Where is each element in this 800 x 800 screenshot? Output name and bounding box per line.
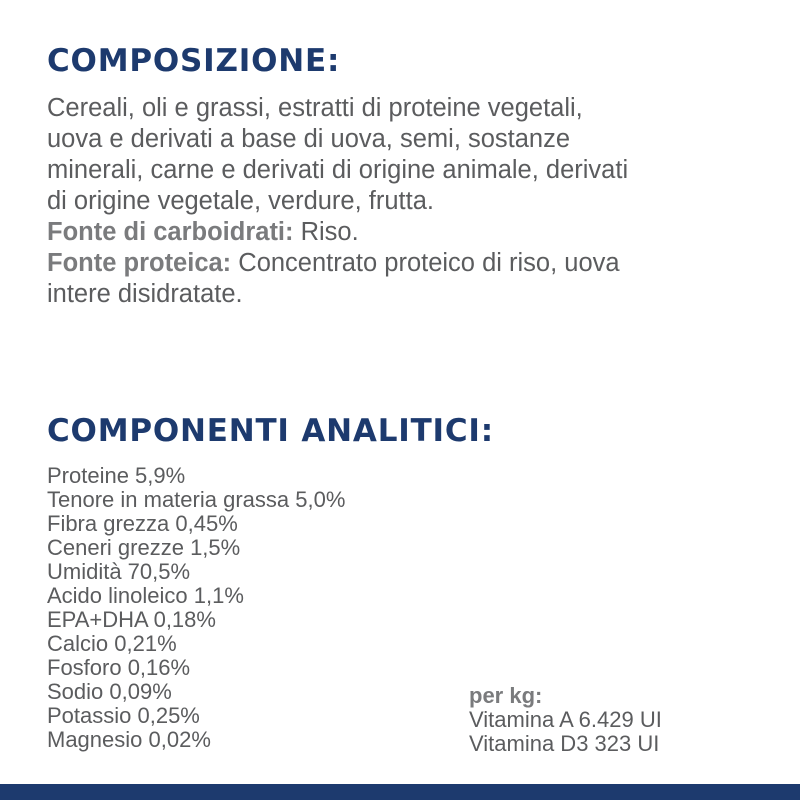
analytical-item: Potassio 0,25% [47,703,200,728]
analytical-item: Ceneri grezze 1,5% [47,535,241,560]
composition-line: Cereali, oli e grassi, estratti di proteine vegetali, [47,94,583,122]
per-kg-block [469,684,662,756]
analytical-item: Tenore in materia grassa 5,0% [47,487,346,512]
carbohydrate-source-label: Fonte di carboidrati: [47,218,294,246]
carbohydrate-source [47,217,787,248]
vitamin-item: Vitamina D3 323 UI [469,731,660,756]
analytical-item: Acido linoleico 1,1% [47,583,244,608]
analytical-item: Umidità 70,5% [47,559,191,584]
protein-source [47,248,787,279]
protein-source-label: Fonte proteica: [47,249,232,277]
analytical-item: Magnesio 0,02% [47,727,211,752]
composition-text [47,93,787,310]
analytical-item: EPA+DHA 0,18% [47,607,216,632]
composition-line: di origine vegetale, verdure, frutta. [47,187,434,215]
composition-line: minerali, carne e derivati di origine animale, derivati [47,156,629,184]
vitamin-item: Vitamina A 6.429 UI [469,707,662,732]
analytical-item: Fosforo 0,16% [47,655,191,680]
per-kg-title: per kg: [469,683,543,708]
carbohydrate-source-value: Riso. [293,218,359,246]
analytical-item: Fibra grezza 0,45% [47,511,238,536]
analytical-list [47,464,345,752]
analytical-heading: COMPONENTI ANALITICI: [47,413,494,449]
protein-source-value: Concentrato proteico di riso, uova [231,249,620,277]
protein-source-continued: intere disidratate. [47,280,243,308]
analytical-item: Proteine 5,9% [47,463,186,488]
analytical-item: Sodio 0,09% [47,679,172,704]
bottom-bar [0,784,800,800]
analytical-item: Calcio 0,21% [47,631,177,656]
composition-heading: COMPOSIZIONE: [47,43,341,79]
composition-line: uova e derivati a base di uova, semi, sostanze [47,125,571,153]
